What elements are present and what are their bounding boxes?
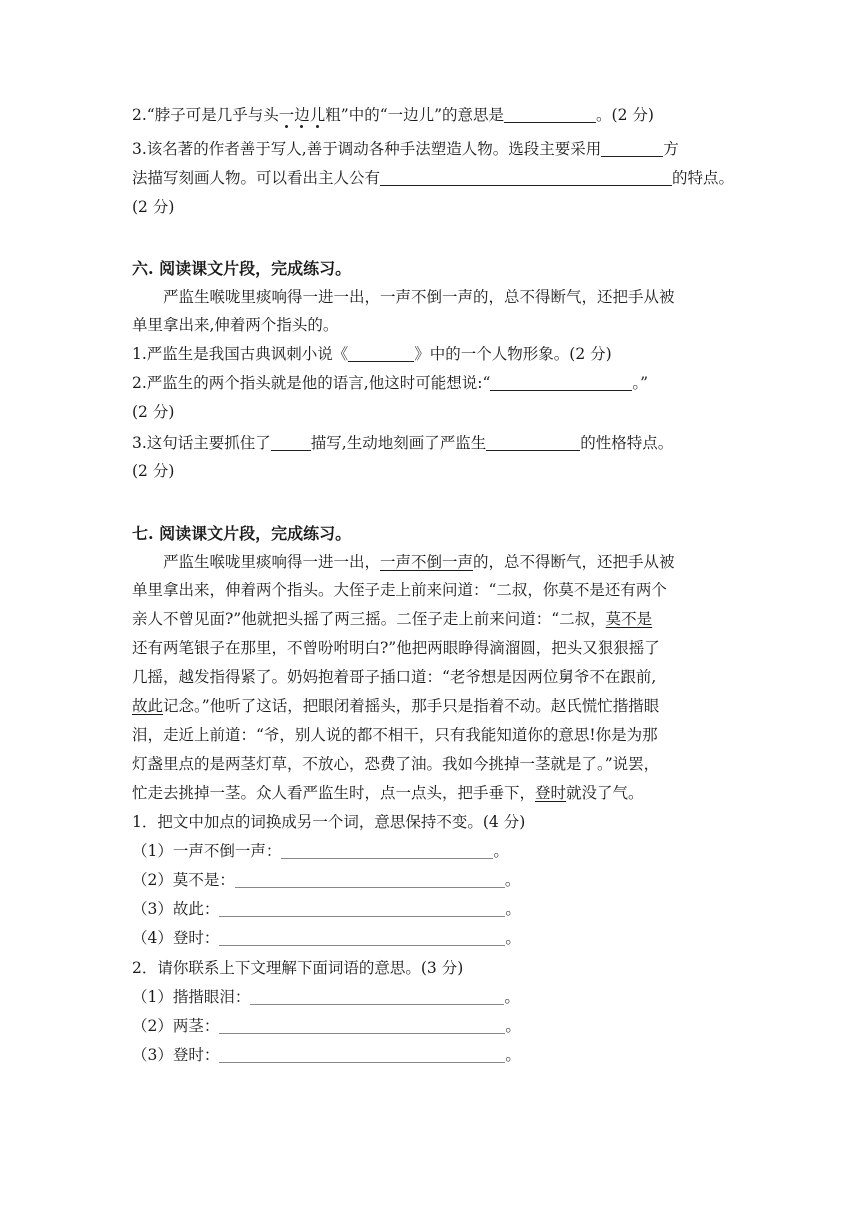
passage-line: 泪，走近上前道：“爷，别人说的都不相干，只有我能知道你的意思!你是为那	[132, 726, 658, 744]
passage-line: 故此记念。”他听了这话，把眼闭着摇头，那手只是指着不动。赵氏慌忙揩揩眼	[132, 697, 660, 715]
q6-item3: 3.这句话主要抓住了 描写,生动地刻画了严监生 的性格特点。	[132, 429, 760, 458]
task2-title: 2．请你联系上下文理解下面词语的意思。(3 分)	[132, 959, 464, 977]
passage-line: 还有两笔银子在那里，不曾吩咐明白?”他把两眼睁得滴溜圆，把头又狠狠摇了	[132, 639, 660, 657]
section-six-heading: 六. 阅读课文片段，完成练习。	[132, 259, 352, 278]
passage-line: 单里拿出来，伸着两个指头。大侄子走上前来问道：“二叔，你莫不是还有两个	[132, 581, 667, 599]
answer-blank[interactable]	[380, 165, 672, 186]
answer-blank[interactable]	[271, 430, 311, 451]
answer-blank[interactable]	[219, 1042, 505, 1063]
section-seven-heading: 七. 阅读课文片段，完成练习。	[132, 524, 352, 543]
task1-item: （3）故此： 。	[132, 895, 760, 924]
passage-line: 严监生喉咙里痰响得一进一出，一声不倒一声的，总不得断气，还把手从被	[163, 553, 675, 571]
passage-line: 几摇，越发指得紧了。奶妈抱着哥子插口道：“老爷想是因两位舅爷不在跟前,	[132, 668, 657, 686]
answer-blank[interactable]	[601, 136, 663, 157]
answer-blank[interactable]	[504, 102, 596, 123]
answer-blank[interactable]	[490, 370, 632, 391]
underlined-term: 一声不倒一声	[380, 553, 474, 571]
q5-item2: 2.“脖子可是几乎与头一边儿粗”中的“一边儿”的意思是 。(2 分)	[132, 101, 760, 130]
answer-blank[interactable]	[219, 896, 505, 917]
emphasis-char: 儿	[309, 106, 326, 124]
q6-item2: 2.严监生的两个指头就是他的语言,他这时可能想说:“ 。”	[132, 369, 760, 398]
task2-item: （1）揩揩眼泪： 。	[132, 983, 760, 1012]
answer-blank[interactable]	[219, 1013, 505, 1034]
answer-blank[interactable]	[281, 838, 493, 859]
task2-item: （3）登时： 。	[132, 1041, 760, 1070]
q6-item1: 1.严监生是我国古典讽刺小说《 》中的一个人物形象。(2 分)	[132, 340, 760, 369]
answer-blank[interactable]	[486, 430, 580, 451]
answer-blank[interactable]	[235, 867, 505, 888]
score-note: (2 分)	[132, 198, 175, 216]
answer-blank[interactable]	[250, 984, 504, 1005]
task1-item: （1）一声不倒一声： 。	[132, 837, 760, 866]
emphasis-char: 一	[278, 106, 295, 124]
task2-item: （2）两茎： 。	[132, 1012, 760, 1041]
underlined-term: 故此	[132, 697, 164, 715]
emphasis-char: 边	[294, 106, 310, 124]
passage-line: 单里拿出来,伸着两个指头的。	[132, 316, 339, 334]
answer-blank[interactable]	[219, 925, 505, 946]
task1-item: （2）莫不是： 。	[132, 866, 760, 895]
passage-line: 亲人不曾见面?”他就把头摇了两三摇。二侄子走上前来问道：“二叔，莫不是	[132, 610, 653, 628]
score-note: (2 分)	[132, 403, 175, 421]
q5-item3: 3.该名著的作者善于写人,善于调动各种手法塑造人物。选段主要采用 方	[132, 135, 760, 164]
task1-item: （4）登时： 。	[132, 924, 760, 953]
underlined-term: 莫不是	[605, 610, 653, 628]
passage-line: 灯盏里点的是两茎灯草，不放心，恐费了油。我如今挑掉一茎就是了。”说罢，	[132, 755, 660, 773]
underlined-term: 登时	[535, 784, 567, 802]
answer-blank[interactable]	[348, 341, 414, 362]
task1-title: 1．把文中加点的词换成另一个词，意思保持不变。(4 分)	[132, 813, 526, 831]
passage-line: 忙走去挑掉一茎。众人看严监生时，点一点头，把手垂下，登时就没了气。	[132, 784, 644, 802]
score-note: (2 分)	[132, 462, 175, 480]
passage-line: 严监生喉咙里痰响得一进一出，一声不倒一声的，总不得断气，还把手从被	[163, 288, 675, 306]
q5-item3-line2: 法描写刻画人物。可以看出主人公有 的特点。	[132, 164, 760, 193]
